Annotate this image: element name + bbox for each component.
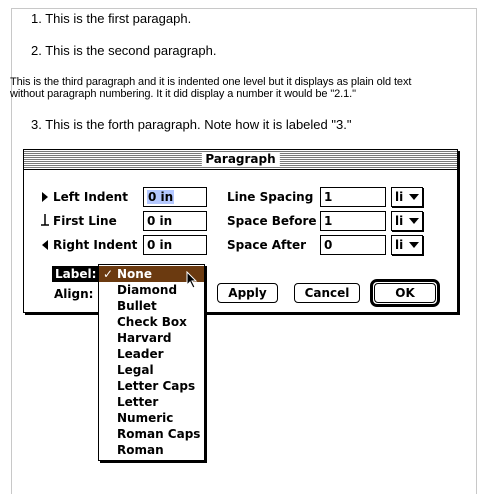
chevron-down-icon	[409, 194, 419, 200]
menu-item-harvard[interactable]: Harvard	[117, 331, 172, 345]
line-spacing-value: 1	[324, 190, 333, 204]
space-before-value: 1	[324, 214, 333, 228]
align-label: Align:	[54, 287, 94, 301]
menu-item-leader[interactable]: Leader	[117, 347, 164, 361]
space-after-value: 0	[324, 238, 333, 252]
menu-item-numeric[interactable]: Numeric	[117, 411, 174, 425]
menu-item-roman[interactable]: Roman	[117, 443, 164, 457]
paragraph-dialog	[23, 149, 458, 313]
space-before-unit: li	[395, 214, 404, 228]
menu-item-roman-caps[interactable]: Roman Caps	[117, 427, 201, 441]
menu-item-diamond[interactable]: Diamond	[117, 283, 178, 297]
paragraph-3-line-1: This is the third paragraph and it is indented one level but it displays as plain old text	[10, 76, 412, 88]
top-margin-guide	[11, 8, 476, 9]
right-margin-guide	[476, 8, 477, 494]
paragraph-1: 1. This is the first paragaph.	[31, 11, 192, 26]
space-after-unit: li	[395, 238, 404, 252]
paragraph-3-line-2: without paragraph numbering. It it did display a number it would be "2.1."	[10, 88, 356, 100]
cancel-button[interactable]: Cancel	[294, 283, 360, 303]
line-spacing-field[interactable]	[320, 187, 386, 207]
menu-item-check-box[interactable]: Check Box	[117, 315, 187, 329]
checkmark-icon: ✓	[103, 267, 114, 281]
chevron-down-icon	[409, 218, 419, 224]
right-indent-icon	[42, 240, 48, 250]
label-popup-menu	[98, 264, 205, 461]
dialog-title: Paragraph	[201, 152, 279, 166]
first-line-value: 0 in	[147, 214, 173, 228]
space-after-label: Space After	[227, 238, 307, 252]
dialog-titlebar[interactable]	[24, 150, 457, 170]
paragraph-4: 3. This is the forth paragraph. Note how it is labeled "3."	[31, 117, 352, 132]
left-indent-field[interactable]	[143, 187, 207, 207]
ok-button[interactable]: OK	[374, 283, 436, 303]
menu-item-letter-caps[interactable]: Letter Caps	[117, 379, 196, 393]
line-spacing-unit: li	[395, 190, 404, 204]
space-before-unit-popup[interactable]	[391, 211, 423, 231]
right-indent-label: Right Indent	[53, 238, 138, 252]
left-indent-value: 0 in	[148, 190, 174, 204]
label-popup-label: Label:	[52, 266, 99, 282]
right-indent-value: 0 in	[147, 238, 173, 252]
menu-item-letter[interactable]: Letter	[117, 395, 159, 409]
menu-item-legal[interactable]: Legal	[117, 363, 154, 377]
left-indent-icon	[42, 192, 48, 202]
line-spacing-label: Line Spacing	[227, 190, 314, 204]
menu-item-bullet[interactable]: Bullet	[117, 299, 157, 313]
space-before-field[interactable]	[320, 211, 386, 231]
chevron-down-icon	[409, 242, 419, 248]
mouse-pointer-icon	[186, 271, 198, 289]
menu-item-label: None	[117, 267, 152, 281]
space-after-unit-popup[interactable]	[391, 235, 423, 255]
first-line-field[interactable]	[143, 211, 207, 231]
line-spacing-unit-popup[interactable]	[391, 187, 423, 207]
right-indent-field[interactable]	[143, 235, 207, 255]
paragraph-2: 2. This is the second paragraph.	[31, 43, 217, 58]
left-indent-label: Left Indent	[53, 190, 128, 204]
space-after-field[interactable]	[320, 235, 386, 255]
space-before-label: Space Before	[227, 214, 317, 228]
first-line-label: First Line	[53, 214, 117, 228]
apply-button[interactable]: Apply	[217, 283, 278, 303]
first-line-icon	[41, 214, 49, 226]
